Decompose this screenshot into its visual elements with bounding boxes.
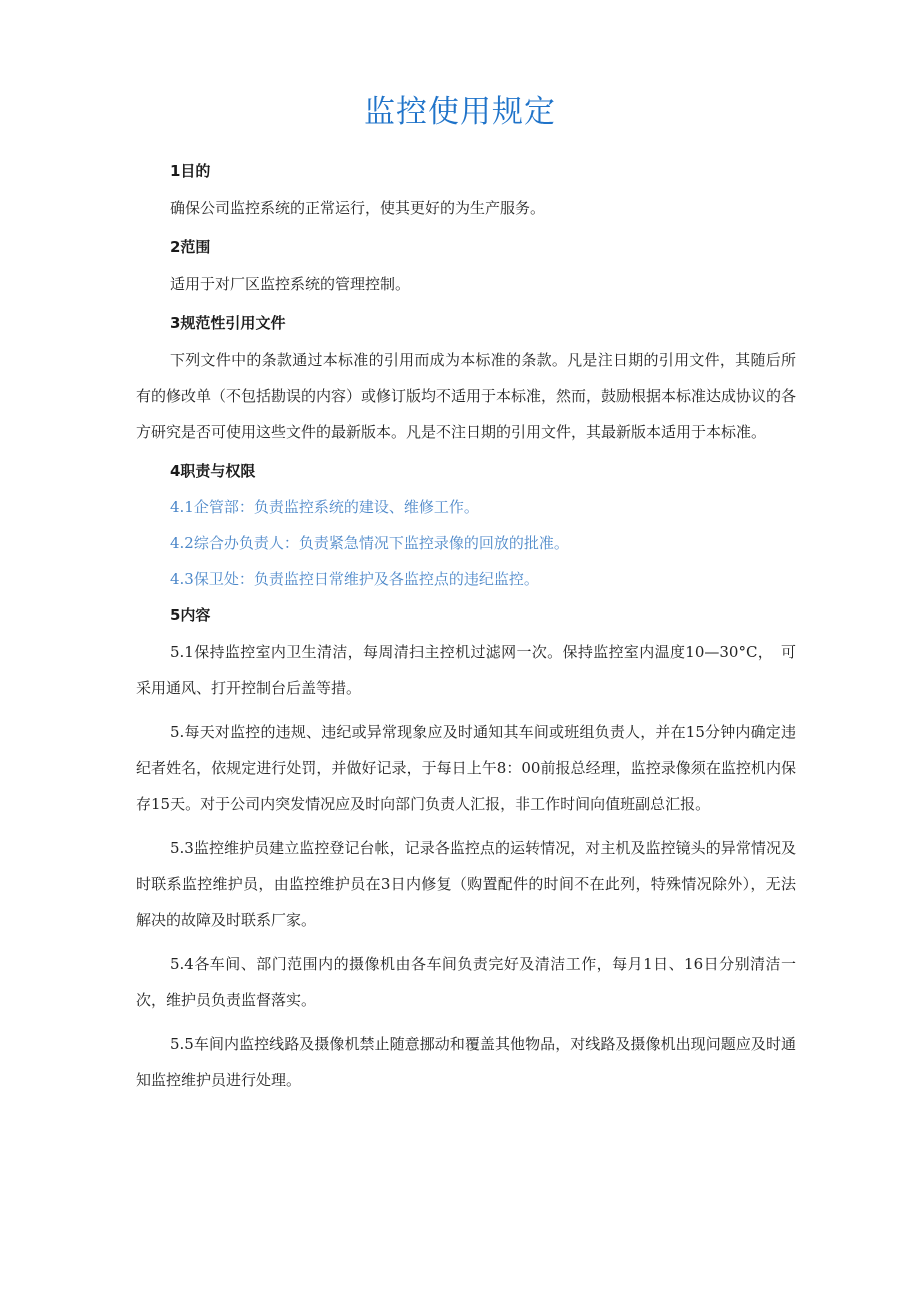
content-item: 5.4各车间、部门范围内的摄像机由各车间负责完好及清洁工作，每月1日、16日分别清洁一次，维护员负责监督落实。 <box>136 955 796 1009</box>
section-heading: 2范围 <box>170 238 211 256</box>
section-normative-references <box>136 310 796 450</box>
section-heading: 4职责与权限 <box>170 462 256 480</box>
section-paragraph: 确保公司监控系统的正常运行，使其更好的为生产服务。 <box>170 199 546 217</box>
section-heading: 5内容 <box>170 606 211 624</box>
section-heading: 1目的 <box>170 162 211 180</box>
section-scope <box>136 234 796 302</box>
section-paragraph: 下列文件中的条款通过本标准的引用而成为本标准的条款。凡是注日期的引用文件，其随后所有的修改单（不包括勘误的内容）或修订版均不适用于本标准，然而，鼓励根据本标准达成协议的各方研究是否可使用这些文件的最新版本。凡是不注日期的引用文件，其最新版本适用于本标准。 <box>136 351 797 441</box>
document-body <box>136 158 796 1106</box>
content-item: 5.3监控维护员建立监控登记台帐，记录各监控点的运转情况，对主机及监控镜头的异常情况及时联系监控维护员，由监控维护员在3日内修复（购置配件的时间不在此列，特殊情况除外），无法解决的故障及时联系厂家。 <box>136 839 796 929</box>
content-item: 5.5车间内监控线路及摄像机禁止随意挪动和覆盖其他物品，对线路及摄像机出现问题应及时通知监控维护员进行处理。 <box>136 1035 796 1089</box>
section-content <box>136 602 796 1098</box>
section-heading: 3规范性引用文件 <box>170 314 286 332</box>
document-title: 监控使用规定 <box>364 94 556 130</box>
section-purpose <box>136 158 796 226</box>
responsibility-item: 4.1企管部：负责监控系统的建设、维修工作。 <box>170 498 479 516</box>
content-item: 5.每天对监控的违规、违纪或异常现象应及时通知其车间或班组负责人，并在15分钟内确定违纪者姓名，依规定进行处罚，并做好记录，于每日上午8：00前报总经理，监控录像须在监控机内保存15天。对于公司内突发情况应及时向部门负责人汇报，非工作时间向值班副总汇报。 <box>136 723 796 813</box>
responsibility-item: 4.2综合办负责人：负责紧急情况下监控录像的回放的批准。 <box>170 534 569 552</box>
section-paragraph: 适用于对厂区监控系统的管理控制。 <box>170 275 411 293</box>
section-responsibilities <box>136 458 796 592</box>
responsibility-item: 4.3保卫处：负责监控日常维护及各监控点的违纪监控。 <box>170 570 539 588</box>
content-item: 5.1保持监控室内卫生清洁，每周清扫主控机过滤网一次。保持监控室内温度10—30°C， 可采用通风、打开控制台后盖等措。 <box>136 643 796 697</box>
